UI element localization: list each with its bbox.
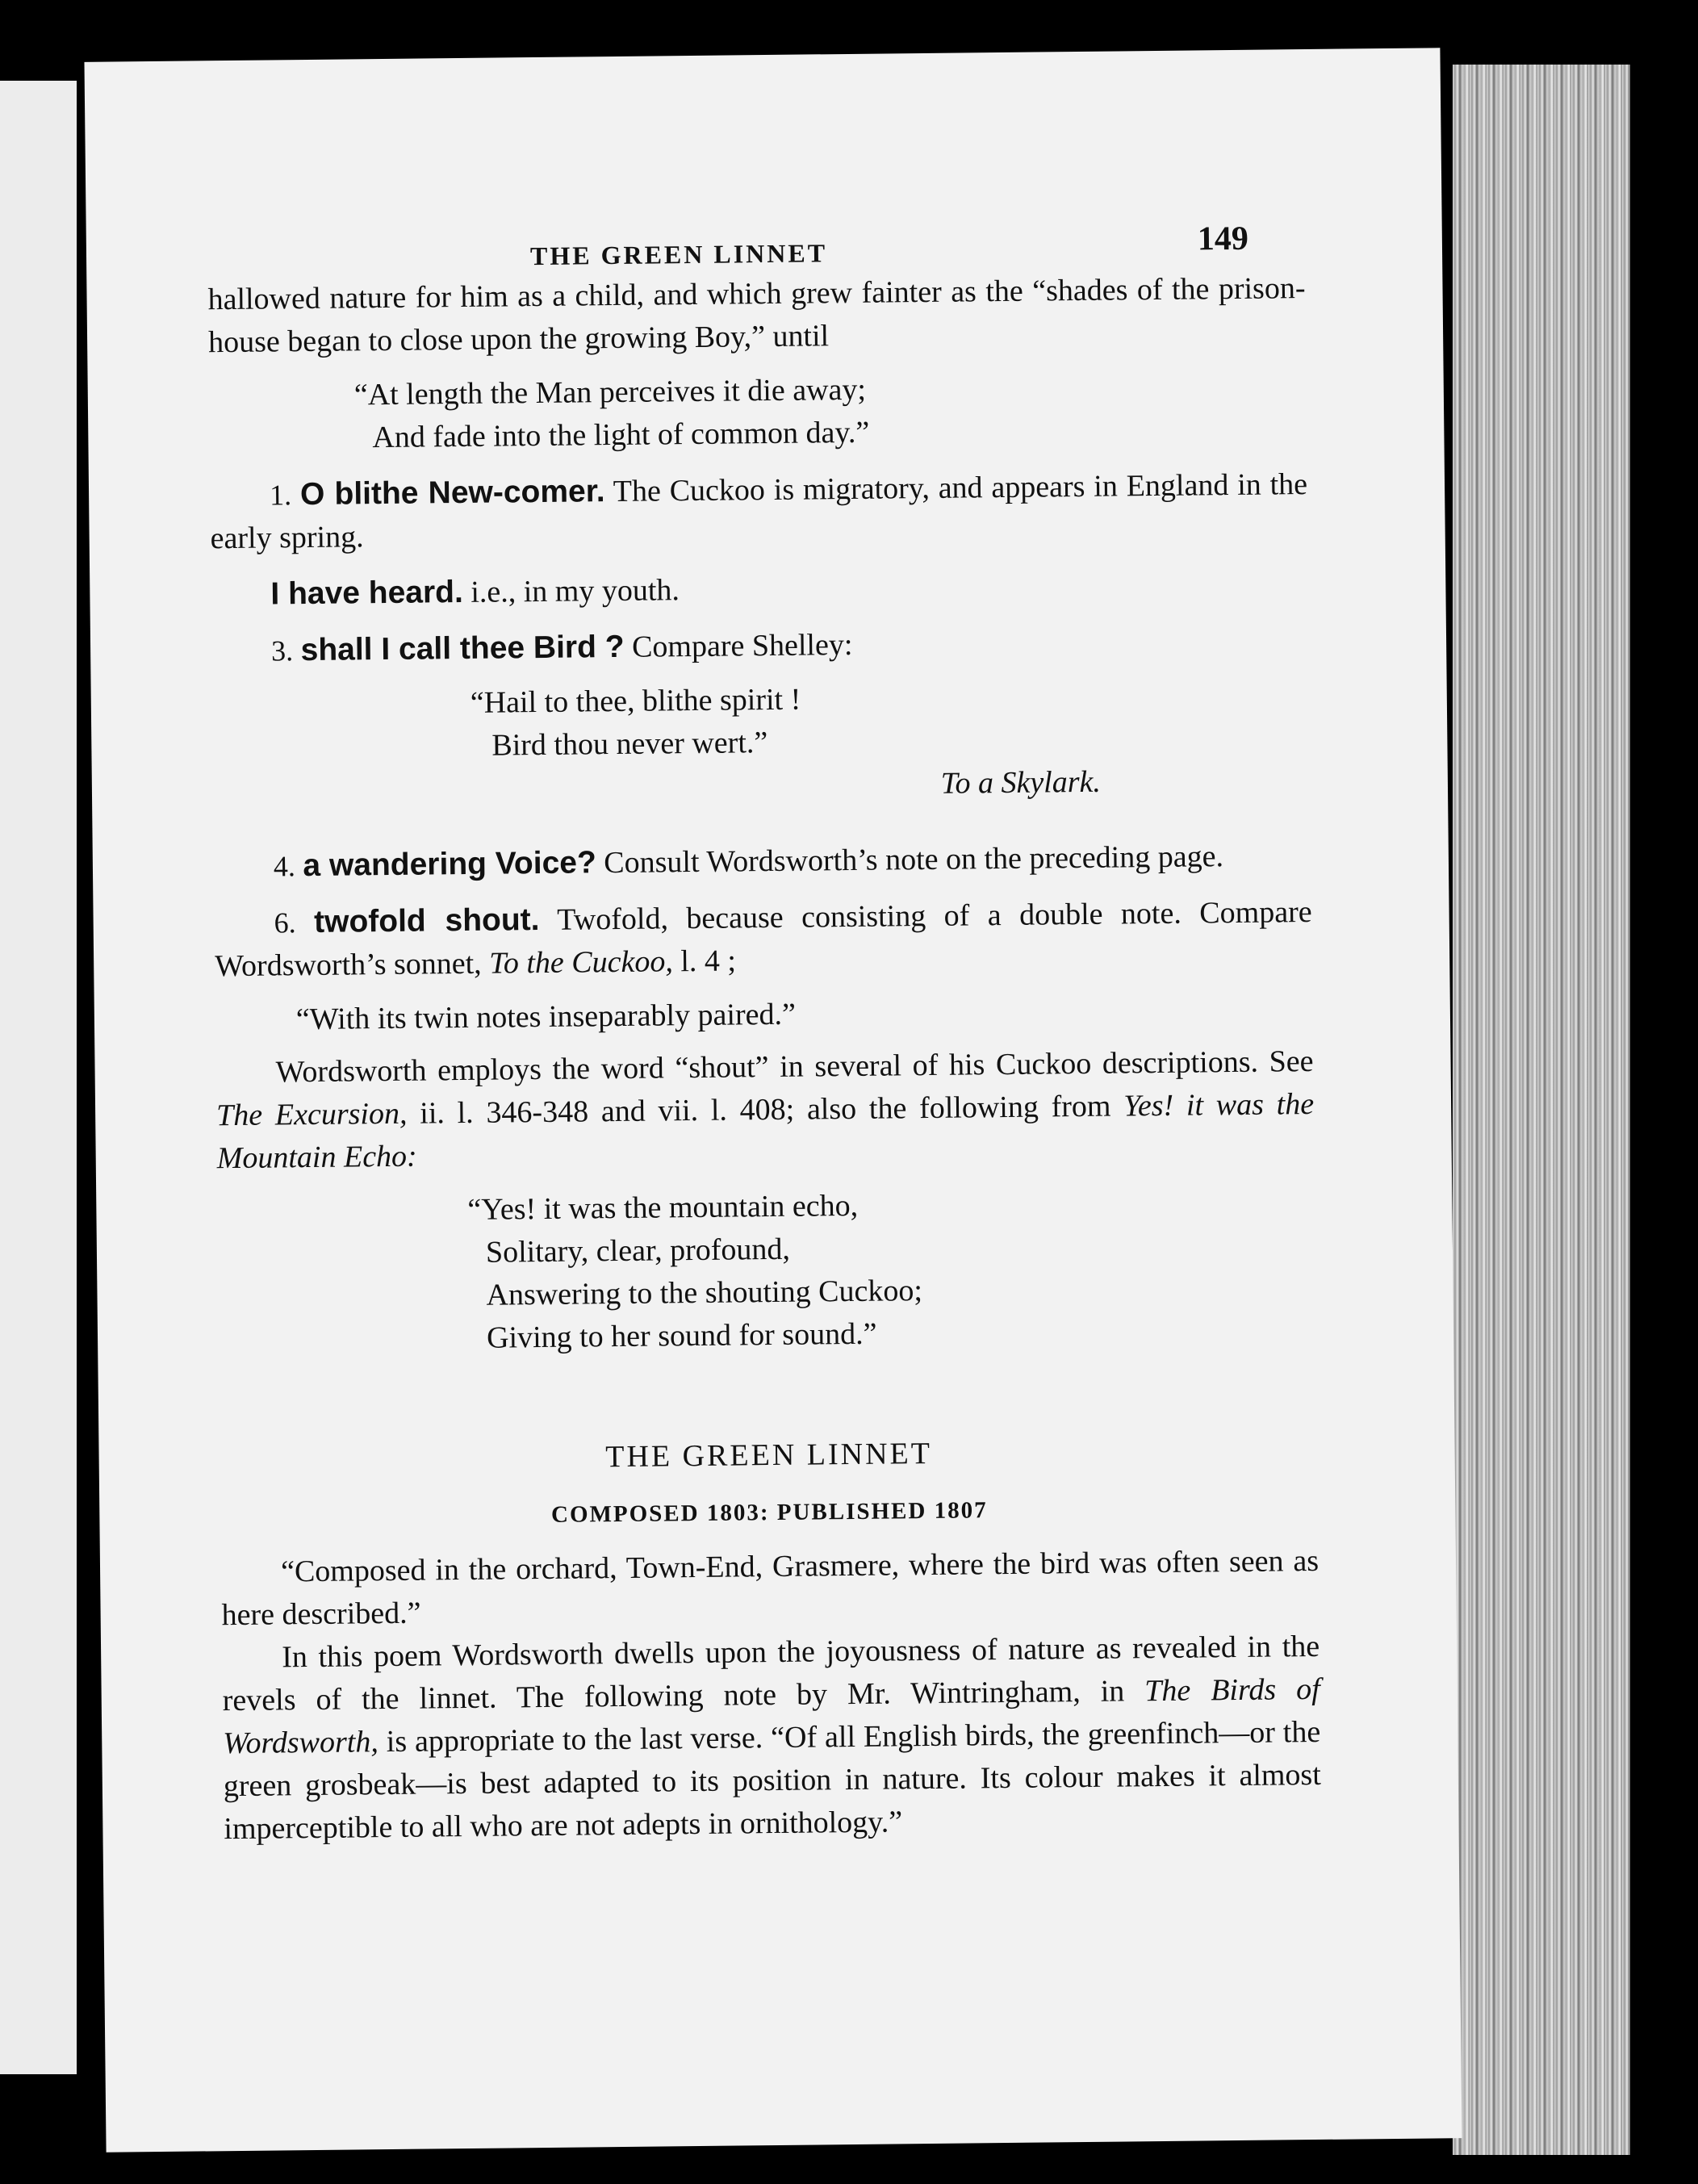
page-content [207,211,1322,1851]
verse-quote [212,673,1311,813]
verse-line: Solitary, clear, profound, [485,1232,791,1270]
paragraph-text: is appropriate to the last verse. “Of all English birds, the greenfinch—or the green grosbeak—is best adapted to its position in nature. Its colour makes it almost imperceptible to all who are not adepts in ornithology.” [223,1714,1322,1847]
note-6 [214,890,1312,988]
note-number: 1. [269,479,292,512]
paragraph-text: In this poem Wordsworth dwells upon the joyousness of nature as revealed in the revels of the linnet. The following note by Mr. Wintringham, in [222,1629,1320,1718]
work-title: Yes! it was the Mountain Echo: [216,1086,1315,1176]
verse-line: Bird thou never wert.” [491,726,768,763]
note-number: 6. [274,906,296,939]
paragraph: hallowed nature for him as a child, and which grew fainter as the “shades of the prison-house began to close upon the growing Boy,” until [207,271,1306,360]
note-heading: twofold shout. [313,902,540,939]
note-heading: shall I call thee Bird ? [300,629,625,668]
verse-line: “Hail to thee, blithe spirit ! [470,682,801,720]
note-text: l. 4 ; [680,943,737,979]
note-number: 3. [270,634,294,667]
facing-page-edge [0,81,77,2074]
paragraph [222,1625,1322,1851]
paragraph-text: Wordsworth employs the word “shout” in several of his Cuckoo descriptions. See [275,1044,1314,1090]
note-heading: O blithe New-comer. [299,474,605,513]
note-1 [210,462,1308,560]
note-text: The Cuckoo is migratory, and appears in England in the early spring. [210,467,1308,556]
paragraph-text: ii. l. 346-348 and vii. l. 408; also the following from [420,1089,1111,1131]
note-text: Compare Shelley: [631,627,853,664]
book-page-edges [1453,65,1630,2155]
verse-line: “Yes! it was the mountain echo, [467,1188,859,1227]
running-head [207,211,1306,278]
note-3 [211,618,1309,673]
section-subtitle: COMPOSED 1803: PUBLISHED 1807 [550,1497,988,1528]
note-text: Consult Wordsworth’s note on the preceding page. [604,839,1224,881]
note-i-have-heard [211,562,1308,617]
work-title: To the Cuckoo, [488,944,674,981]
note-text: i.e., in my youth. [471,573,680,609]
verse-quote [209,364,1307,461]
verse-line: “At length the Man perceives it die away; [353,372,867,412]
work-title: The Excursion, [215,1096,408,1133]
running-title: THE GREEN LINNET [529,238,828,271]
book-page [84,48,1462,2152]
note-number: 4. [273,850,296,883]
note-heading: I have heard. [270,574,464,612]
verse-line: “With its twin notes inseparably paired.” [295,997,797,1037]
paragraph [215,1040,1315,1180]
verse-quote [215,988,1313,1042]
page-number: 149 [1197,220,1249,258]
verse-line: Giving to her sound for sound.” [486,1316,877,1355]
work-title: The Birds of Wordsworth, [223,1671,1320,1761]
verse-line: Answering to the shouting Cuckoo; [486,1274,923,1312]
verse-quote [217,1180,1316,1362]
note-4 [214,834,1311,889]
section-title: THE GREEN LINNET [605,1436,933,1475]
verse-attribution: To a Skylark. [940,764,1102,801]
note-text: Twofold, because consisting of a double note. Compare Wordsworth’s sonnet, [215,894,1312,984]
note-heading: a wandering Voice? [303,845,596,884]
paragraph: “Composed in the orchard, Town-End, Grasmere, where the bird was often seen as here described.” [221,1543,1320,1633]
verse-line: And fade into the light of common day.” [372,415,870,455]
